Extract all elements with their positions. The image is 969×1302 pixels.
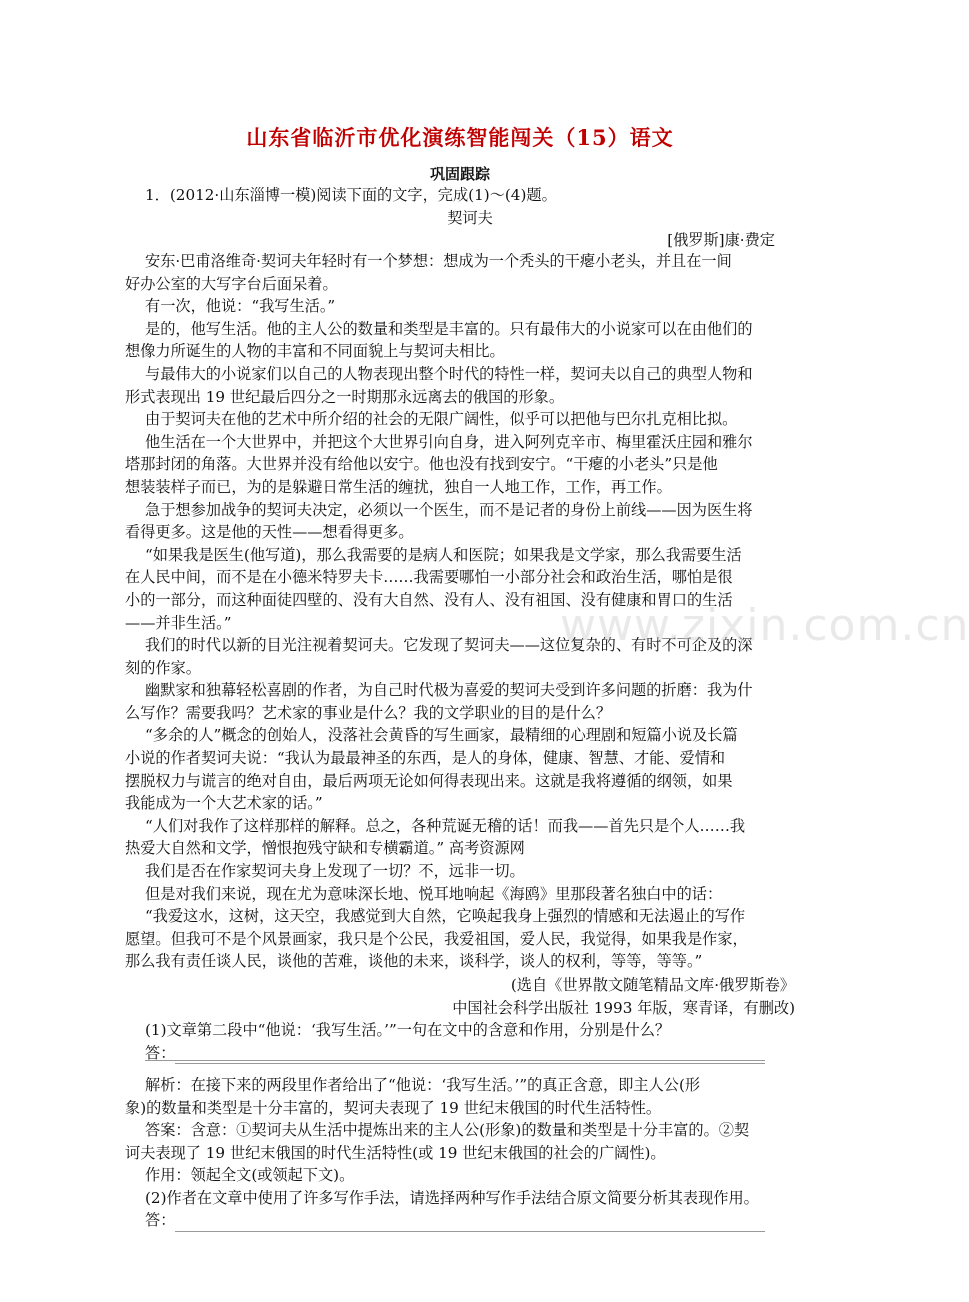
analysis-line: (2)作者在文章中使用了许多写作手法，请选择两种写作手法结合原文简要分析其表现作用。 bbox=[145, 1188, 759, 1207]
answer-block-2 bbox=[145, 1209, 795, 1232]
analysis-line: 象)的数量和类型是十分丰富的，契诃夫表现了 19 世纪末俄国的时代生活特性。 bbox=[125, 1098, 662, 1117]
essay-line: “如果我是医生(他写道)，那么我需要的是病人和医院；如果我是文学家，那么我需要生活 bbox=[145, 545, 742, 564]
essay-line: 急于想参加战争的契诃夫决定，必须以一个医生，而不是记者的身份上前线——因为医生将 bbox=[145, 500, 753, 519]
section-heading: 巩固跟踪 bbox=[429, 165, 490, 183]
essay-line: 但是对我们来说，现在尤为意味深长地、悦耳地响起《海鸥》里那段著名独白中的话： bbox=[145, 884, 723, 903]
essay-line: 在人民中间，而不是在小德米特罗夫卡……我需要哪怕一小部分社会和政治生活，哪怕是很 bbox=[125, 568, 733, 587]
answer-line[interactable] bbox=[175, 1217, 765, 1232]
essay-line: 我能成为一个大艺术家的话。” bbox=[125, 794, 323, 813]
answer-label: 答： bbox=[145, 1211, 176, 1229]
document-title: 山东省临沂市优化演练智能闯关（15）语文 bbox=[246, 125, 674, 150]
essay-line: “我爱这水，这树，这天空，我感觉到大自然，它唤起我身上强烈的情感和无法遏止的写作 bbox=[145, 907, 746, 926]
analysis-line: 解析：在接下来的两段里作者给出了“他说：‘我写生活。’”的真正含意，即主人公(形 bbox=[145, 1076, 701, 1094]
source-line-1: (选自《世界散文随笔精品文库·俄罗斯卷》 bbox=[510, 976, 795, 994]
question-block bbox=[145, 184, 795, 252]
essay-line: 那么我有责任谈人民，谈他的苦难，谈他的未来，谈科学，谈人的权利，等等，等等。” bbox=[125, 952, 703, 971]
essay-line: 小的一部分，而这种面徒四壁的、没有大自然、没有人、没有祖国、没有健康和胃口的生活 bbox=[125, 590, 733, 609]
essay-line: 好办公室的大写字台后面呆着。 bbox=[125, 274, 338, 293]
essay-line: 有一次，他说：“我写生活。” bbox=[145, 297, 336, 316]
essay-line: 看得更多。这是他的天性——想看得更多。 bbox=[125, 523, 414, 542]
essay-line: 愿望。但我可不是个风景画家，我只是个公民，我爱祖国，爱人民，我觉得，如果我是作家， bbox=[125, 929, 748, 948]
essay-line: ——并非生活。” bbox=[125, 613, 232, 632]
essay-line: 幽默家和独幕轻松喜剧的作者，为自己时代极为喜爱的契诃夫受到许多问题的折磨：我为什 bbox=[145, 681, 753, 700]
essay-line: 热爱大自然和文学，憎恨抱残守缺和专横霸道。” 高考资源网 bbox=[125, 839, 525, 858]
essay-line: 他生活在一个大世界中，并把这个大世界引向自身，进入阿列克辛市、梅里霍沃庄园和雅尔 bbox=[145, 432, 753, 451]
essay-line: 想像力所诞生的人物的丰富和不同面貌上与契诃夫相比。 bbox=[125, 342, 505, 361]
essay-title: 契诃夫 bbox=[447, 208, 493, 227]
essay-line: 么写作？需要我吗？艺术家的事业是什么？我的文学职业的目的是什么？ bbox=[125, 703, 611, 722]
source-block bbox=[145, 974, 795, 1064]
essay-author: [俄罗斯]康·费定 bbox=[667, 231, 775, 250]
watermark: www.zixin.com.cn bbox=[560, 600, 969, 651]
analysis-line: 作用：领起全文(或领起下文)。 bbox=[145, 1166, 355, 1185]
source-line-2: 中国社会科学出版社 1993 年版，寒青译，有删改) bbox=[452, 998, 795, 1017]
essay-line: 想装装样子而已，为的是躲避日常生活的缠扰，独自一人地工作，工作，再工作。 bbox=[125, 477, 672, 496]
essay-line: 形式表现出 19 世纪最后四分之一时期那永远离去的俄国的形象。 bbox=[125, 387, 565, 406]
essay-line: 由于契诃夫在他的艺术中所介绍的社会的无限广阔性，似乎可以把他与巴尔扎克相比拟。 bbox=[145, 410, 738, 429]
answer-line-2[interactable] bbox=[145, 1060, 765, 1061]
essay-line: 安东·巴甫洛维奇·契诃夫年轻时有一个梦想：想成为一个秃头的干瘪小老头，并且在一间 bbox=[145, 252, 732, 270]
question-1: (1)文章第二段中“他说：‘我写生活。’”一句在文中的含意和作用，分别是什么？ bbox=[145, 1021, 671, 1040]
essay-line: 塔那封闭的角落。大世界并没有给他以安宁。他也没有找到安宁。“干瘪的小老头”只是他 bbox=[125, 455, 718, 474]
answer-row-2 bbox=[145, 1209, 795, 1232]
essay-line: 刻的作家。 bbox=[125, 658, 201, 677]
essay-line: “多余的人”概念的创始人，没落社会黄昏的写生画家，最精细的心理剧和短篇小说及长篇 bbox=[145, 726, 738, 745]
answer-label: 答： bbox=[145, 1043, 176, 1062]
essay-line: 摆脱权力与谎言的绝对自由，最后两项无论如何得表现出来。这就是我将遵循的纲领，如果 bbox=[125, 771, 733, 790]
analysis-line: 答案：含意：①契诃夫从生活中提炼出来的主人公(形象)的数量和类型是十分丰富的。②契 bbox=[145, 1121, 750, 1140]
essay-line: 小说的作者契诃夫说：“我认为最最神圣的东西，是人的身体，健康、智慧、才能、爱情和 bbox=[125, 749, 726, 768]
essay-line: “人们对我作了这样那样的解释。总之，各种荒诞无稽的话！而我——首先只是个人……我 bbox=[145, 816, 746, 835]
essay-line: 与最伟大的小说家们以自己的人物表现出整个时代的特性一样，契诃夫以自己的典型人物和 bbox=[145, 364, 753, 383]
essay-line: 我们是否在作家契诃夫身上发现了一切？不，远非一切。 bbox=[145, 862, 525, 881]
question-intro: 1．(2012·山东淄博一模)阅读下面的文字，完成(1)～(4)题。 bbox=[145, 186, 557, 204]
answer-line[interactable] bbox=[175, 1049, 765, 1064]
analysis-body bbox=[125, 1074, 795, 1210]
essay-line: 我们的时代以新的目光注视着契诃夫。它发现了契诃夫——这位复杂的、有时不可企及的深 bbox=[145, 636, 753, 655]
essay-line: 是的，他写生活。他的主人公的数量和类型是丰富的。只有最伟大的小说家可以在由他们的 bbox=[145, 319, 753, 338]
analysis-line: 诃夫表现了 19 世纪末俄国的时代生活特性(或 19 世纪末俄国的社会的广阔性)。 bbox=[125, 1143, 666, 1162]
